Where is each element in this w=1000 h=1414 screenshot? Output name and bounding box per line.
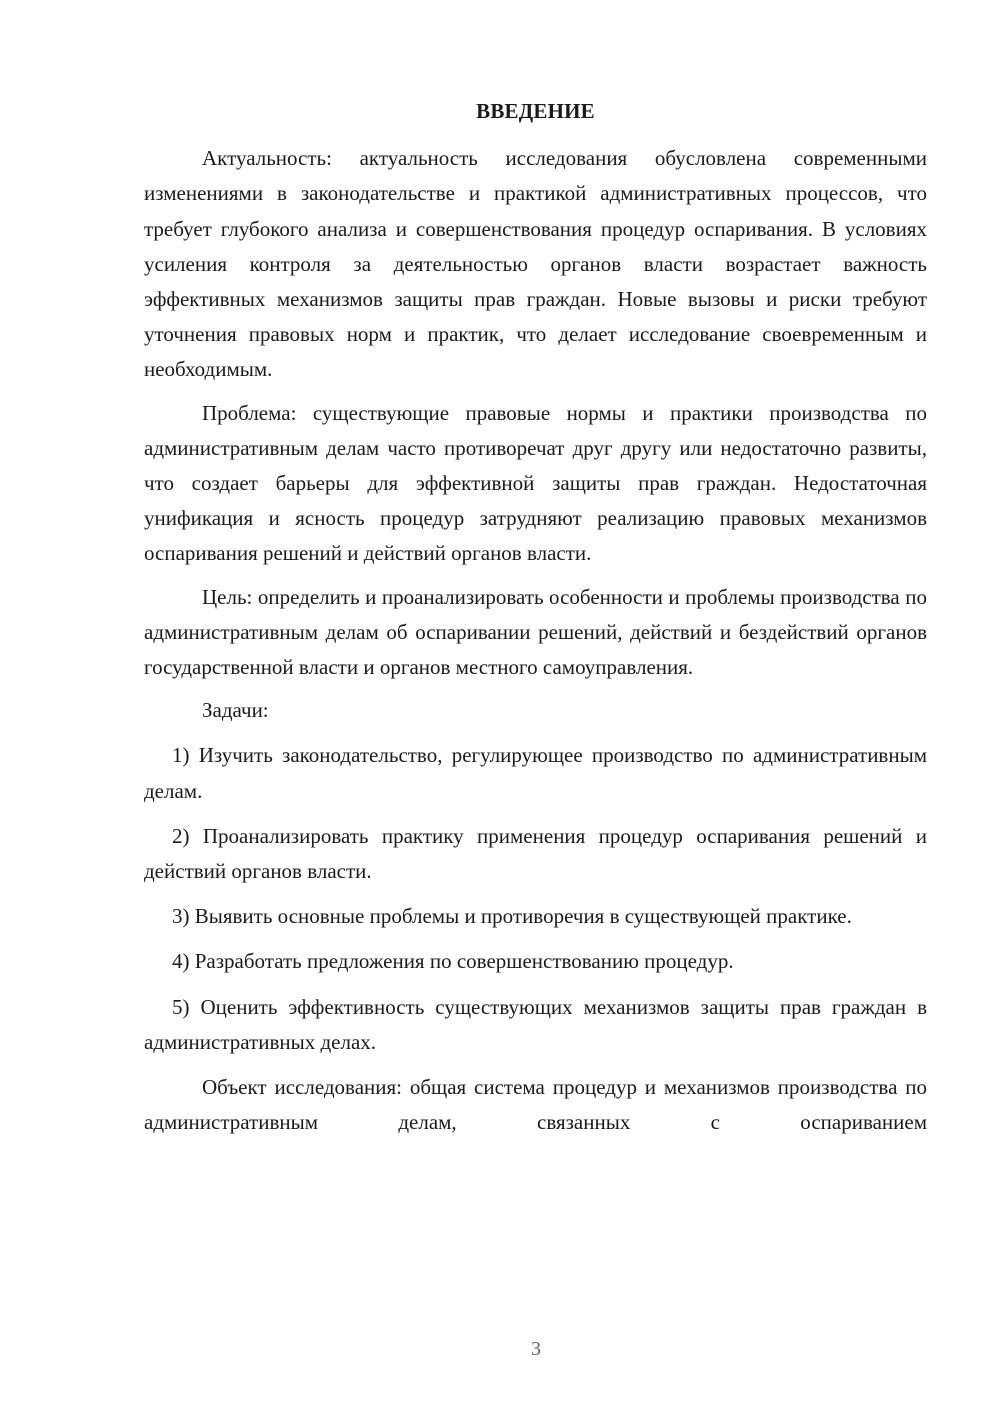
- task-item-3: 3) Выявить основные проблемы и противоречия в существующей практике.: [172, 904, 852, 929]
- paragraph-object: Объект исследования: общая система процедур и механизмов производства по административным делам, связанных с оспариванием: [144, 1075, 927, 1135]
- task-item-2: 2) Проанализировать практику применения процедур оспаривания решений и действий органов власти.: [144, 823, 927, 884]
- tasks-heading: Задачи:: [202, 698, 269, 723]
- paragraph-problem: Проблема: существующие правовые нормы и практики производства по административным делам часто противоречат друг другу или недостаточно развиты, что создает барьеры для эффективной защиты прав граждан. Недостаточная унификация и ясность процедур затрудняют реализацию правовых механизмов оспаривания решений и действий органов власти.: [144, 400, 927, 566]
- paragraph-goal: Цель: определить и проанализировать особенности и проблемы производства по административным делам об оспаривании решений, действий и бездействий органов государственной власти и органов местного самоуправления.: [144, 584, 927, 680]
- page-content: [144, 94, 927, 1148]
- task-item-1: 1) Изучить законодательство, регулирующее производство по административным делам.: [144, 743, 927, 803]
- task-item-5: 5) Оценить эффективность существующих механизмов защиты прав граждан в административных делах.: [144, 994, 927, 1054]
- task-item-4: 4) Разработать предложения по совершенствованию процедур.: [172, 949, 734, 974]
- page-number: 3: [531, 1338, 541, 1360]
- section-title: ВВЕДЕНИЕ: [476, 99, 595, 123]
- paragraph-relevance: Актуальность: актуальность исследования обусловлена современными изменениями в законодательстве и практикой административных процессов, что требует глубокого анализа и совершенствования процедур оспаривания. В условиях усиления контроля за деятельностью органов власти возрастает важность эффективных механизмов защиты прав граждан. Новые вызовы и риски требуют уточнения правовых норм и практик, что делает исследование своевременным и необходимым.: [144, 146, 927, 382]
